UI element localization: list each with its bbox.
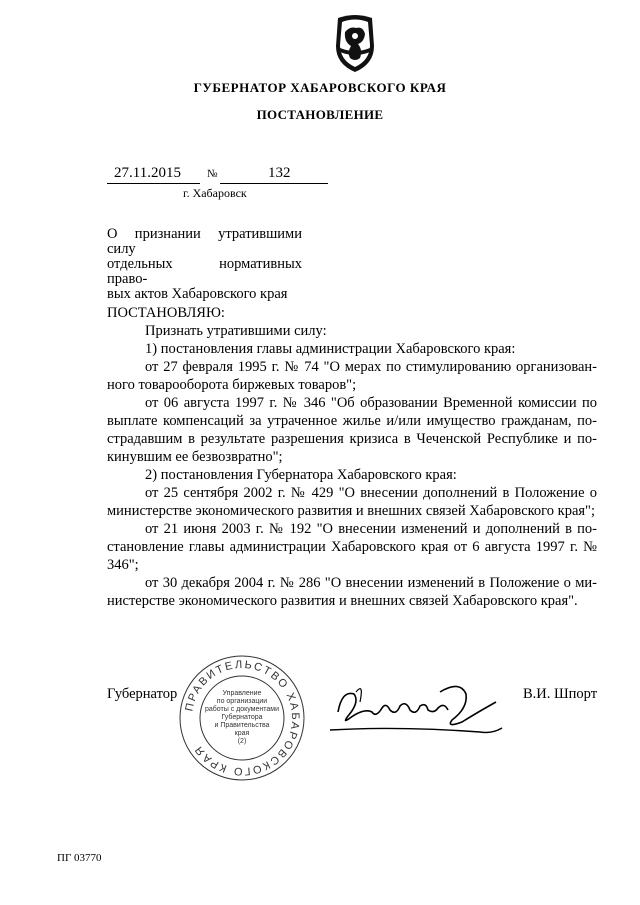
issuer-title: ГУБЕРНАТОР ХАБАРОВСКОГО КРАЯ [193, 80, 447, 95]
subject-line: отдельных нормативных право- [107, 256, 302, 287]
body-paragraph: от 30 декабря 2004 г. № 286 "О внесении изменений в Положение о ми-нистерстве экономического развития и внешних связей Хабаровского края". [107, 575, 597, 609]
subject-line: О признании утратившими силу [107, 226, 302, 257]
document-subject [107, 227, 302, 302]
seal-center-line: и Правительства [214, 722, 270, 729]
signatory-title: Губернатор [107, 686, 178, 702]
body-paragraph: Признать утратившими силу: [145, 323, 327, 339]
signatory-name: В.И. Шпорт [523, 686, 598, 702]
document-city: г. Хабаровск [183, 186, 247, 200]
seal-center-line: края [234, 730, 250, 737]
seal-center-line: (2) [237, 738, 247, 745]
document-body [107, 304, 597, 610]
seal-center-line: по организации [216, 698, 268, 705]
seal-center-line: работы с документами [204, 706, 280, 713]
seal-ring-text: ПРАВИТЕЛЬСТВО ХАБАРОВСКОГО КРАЯ [183, 658, 302, 778]
body-paragraph: от 21 июня 2003 г. № 192 "О внесении изменений и дополнений в по-становление главы администрации Хабаровского края от 6 августа 1997 г. № 346"; [107, 521, 597, 573]
number-underline [220, 183, 328, 184]
date-underline [107, 183, 200, 184]
body-paragraph: от 06 августа 1997 г. № 346 "Об образовании Временной комиссии по выплате компенсаций за утраченное жилье и/или имущество гражданам, по-страдавшим в результате разрешения кризиса в Чеченской Республике и по-кинувшим ее безвозвратно"; [107, 395, 597, 465]
decree-word: ПОСТАНОВЛЯЮ: [107, 305, 225, 321]
subject-line: вых актов Хабаровского края [107, 286, 288, 302]
form-code: ПГ 03770 [57, 852, 102, 864]
number-sign: № [207, 168, 218, 180]
body-paragraph: от 25 сентября 2002 г. № 429 "О внесении дополнений в Положение о министерстве экономического развития и внешних связей Хабаровского края"; [107, 485, 597, 519]
handwritten-signature [320, 672, 510, 742]
document-number: 132 [268, 165, 291, 181]
seal-center-line: Губернатора [221, 714, 263, 721]
document-date: 27.11.2015 [114, 165, 181, 181]
body-paragraph: от 27 февраля 1995 г. № 74 "О мерах по стимулированию организован-ного товарооборота биржевых товаров"; [107, 359, 597, 393]
body-paragraph: 1) постановления главы администрации Хабаровского края: [145, 341, 516, 357]
document-type: ПОСТАНОВЛЕНИЕ [256, 107, 384, 122]
body-paragraph: 2) постановления Губернатора Хабаровского края: [145, 467, 457, 483]
coat-of-arms-icon [330, 12, 380, 74]
seal-center-line: Управление [222, 690, 262, 697]
official-seal-stamp [172, 653, 312, 783]
